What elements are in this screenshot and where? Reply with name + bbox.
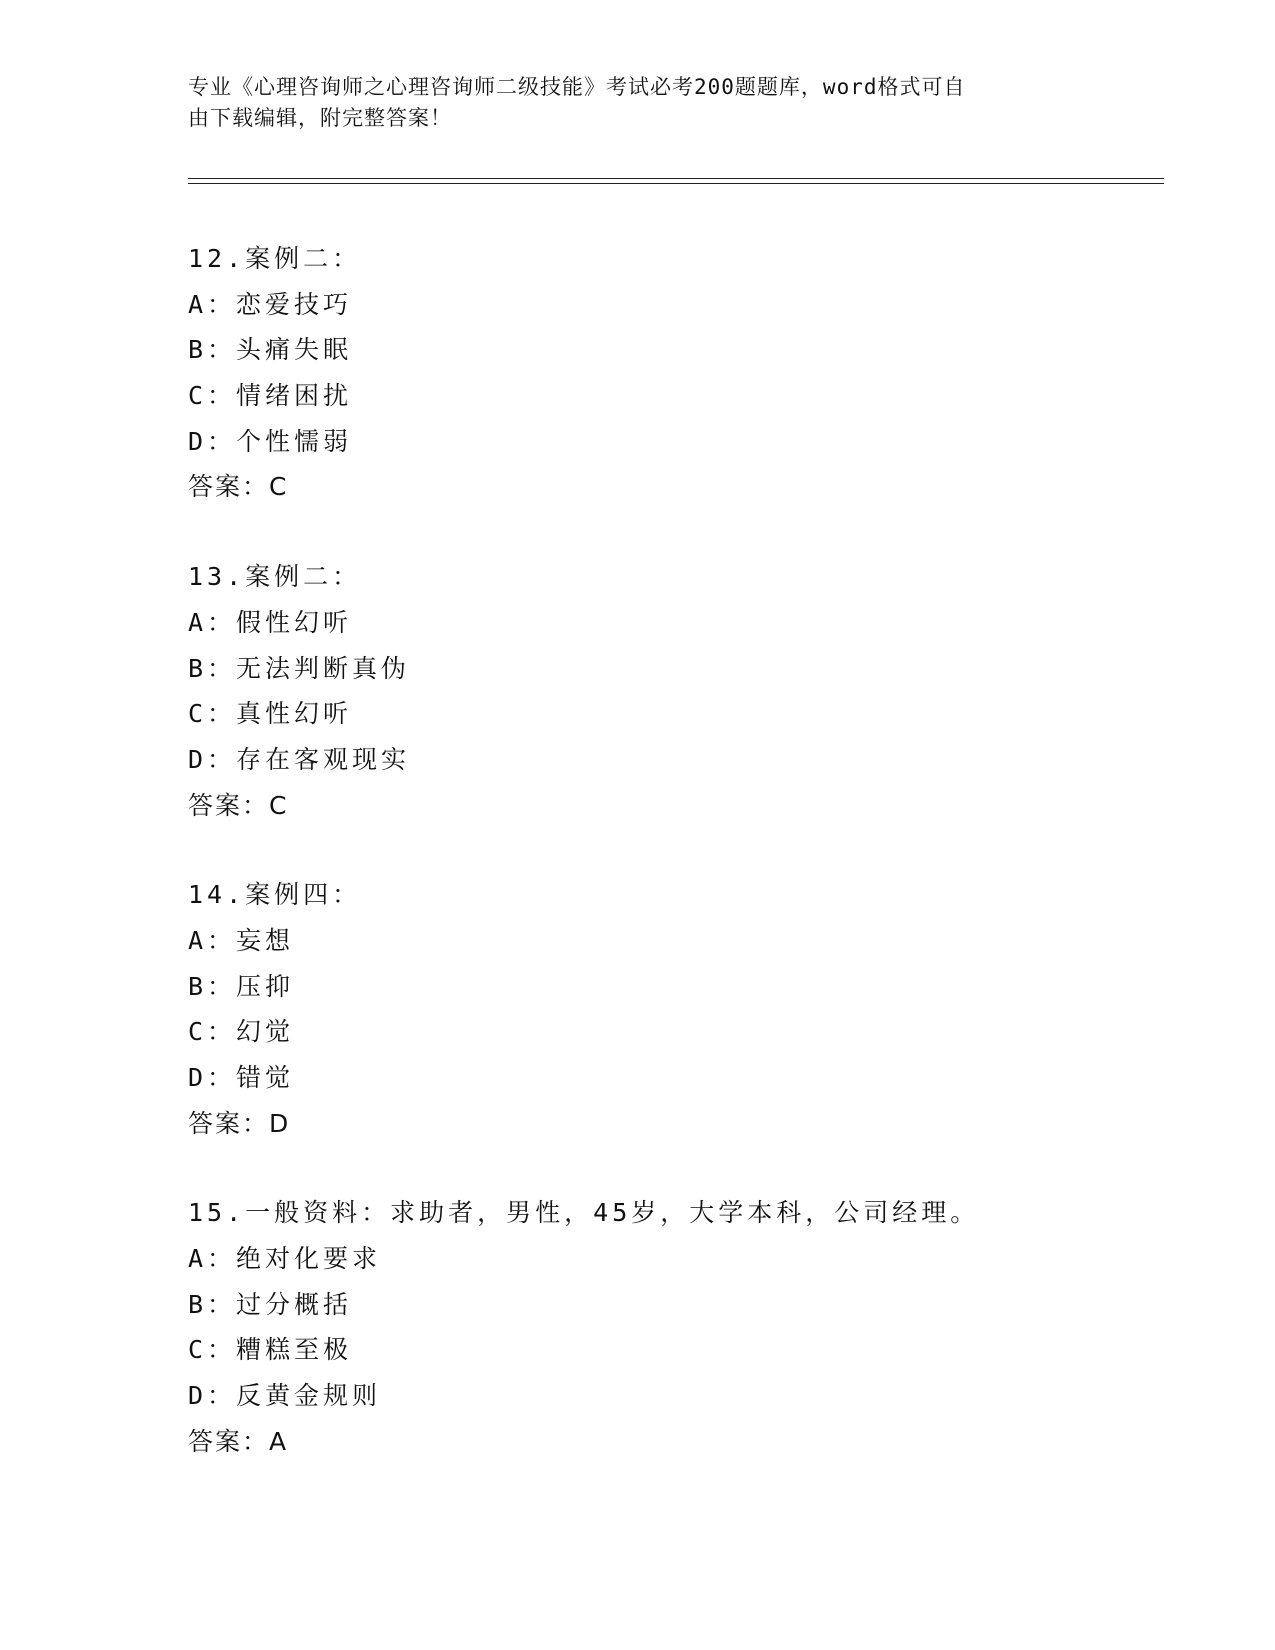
answer-key: 答案：C <box>188 472 289 502</box>
question-stem: 13.案例二： <box>188 562 362 592</box>
option-b: B：压抑 <box>188 971 295 1001</box>
option-a: A：假性幻听 <box>188 607 353 637</box>
question-list <box>188 236 1148 1509</box>
option-c: C：幻觉 <box>188 1017 295 1047</box>
option-c: C：真性幻听 <box>188 699 353 729</box>
answer-key: 答案：D <box>188 1108 291 1138</box>
option-a: A：绝对化要求 <box>188 1244 382 1274</box>
header-divider <box>188 178 1164 179</box>
question-stem: 14.案例四： <box>188 880 362 910</box>
answer-key: 答案：A <box>188 1426 289 1456</box>
answer-key: 答案：C <box>188 790 289 820</box>
option-c: C：情绪困扰 <box>188 381 353 411</box>
option-d: D：错觉 <box>188 1063 295 1092</box>
option-a: A：妄想 <box>188 925 295 955</box>
option-b: B：过分概括 <box>188 1289 353 1319</box>
header-divider-second <box>188 183 1164 184</box>
option-d: D：个性懦弱 <box>188 426 353 456</box>
header-line-1: 专业《心理咨询师之心理咨询师二级技能》考试必考200题题库，word格式可自 <box>188 75 966 99</box>
question-stem: 15.一般资料：求助者，男性，45岁，大学本科，公司经理。 <box>188 1198 980 1228</box>
option-d: D：存在客观现实 <box>188 744 411 774</box>
question-13 <box>188 554 1148 828</box>
option-d: D：反黄金规则 <box>188 1381 382 1411</box>
header-line-2: 由下载编辑，附完整答案！ <box>188 106 452 130</box>
document-header <box>188 72 1068 134</box>
question-stem: 12.案例二： <box>188 244 362 273</box>
option-a: A：恋爱技巧 <box>188 289 353 319</box>
option-c: C：糟糕至极 <box>188 1335 353 1365</box>
question-15 <box>188 1190 1148 1464</box>
question-12 <box>188 236 1148 510</box>
option-b: B：无法判断真伪 <box>188 653 411 683</box>
question-14 <box>188 872 1148 1146</box>
option-b: B：头痛失眠 <box>188 335 353 365</box>
